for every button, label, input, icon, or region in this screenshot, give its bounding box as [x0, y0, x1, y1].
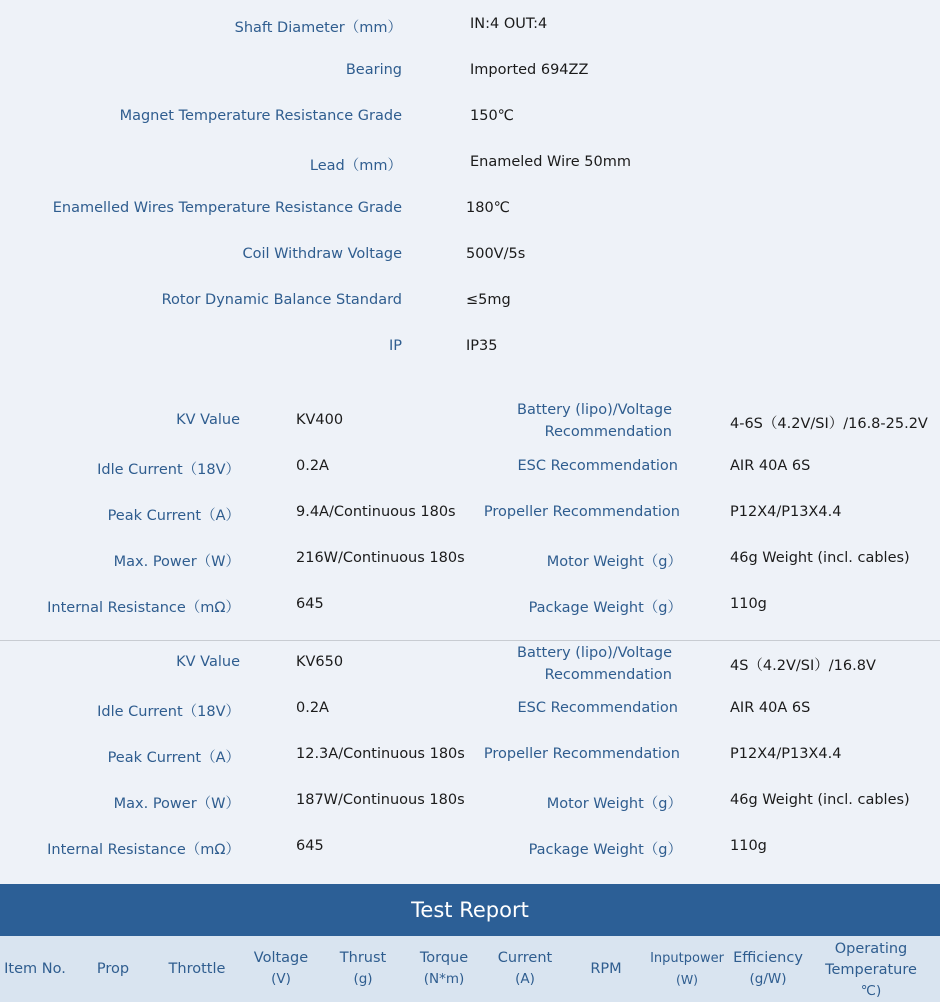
- column-name: Item No.: [4, 960, 66, 977]
- spec-value: Imported 694ZZ: [470, 62, 589, 78]
- spec-row-coil-voltage: [0, 236, 940, 276]
- column-name: Throttle: [168, 960, 226, 977]
- spec-label: Enamelled Wires Temperature Resistance Grade: [52, 200, 402, 216]
- spec-row-rotor-balance: [0, 282, 940, 322]
- column-unit: ℃): [860, 983, 882, 999]
- spec-block-row: [0, 687, 940, 733]
- spec-label: Shaft Diameter（mm）: [234, 20, 402, 36]
- spec-label: Package Weight（g）: [528, 600, 682, 616]
- spec-block-row: [0, 641, 940, 687]
- spec-label: Max. Power（W）: [113, 796, 240, 812]
- spec-label: Peak Current（A）: [107, 750, 240, 766]
- column-header-efficiency: [730, 936, 806, 1002]
- spec-label: Bearing: [345, 62, 402, 78]
- column-header-prop: [78, 936, 148, 1002]
- spec-value: 645: [296, 596, 324, 612]
- spec-value: 46g Weight (incl. cables): [730, 550, 910, 566]
- spec-row-ip: [0, 328, 940, 368]
- spec-label: Peak Current（A）: [107, 508, 240, 524]
- spec-label: IP: [388, 338, 402, 354]
- spec-row-magnet-temp: [0, 98, 940, 138]
- spec-label: Max. Power（W）: [113, 554, 240, 570]
- spec-block-row: [0, 582, 940, 628]
- spec-value: KV400: [296, 412, 344, 428]
- spec-label: Motor Weight（g）: [546, 554, 682, 570]
- spec-value: 9.4A/Continuous 180s: [296, 504, 456, 520]
- spec-row-wire-temp: [0, 190, 940, 230]
- spec-block-row: [0, 536, 940, 582]
- column-header-inputpower: [646, 936, 728, 1002]
- spec-value: 216W/Continuous 180s: [296, 550, 465, 566]
- spec-label: Propeller Recommendation: [483, 504, 680, 520]
- spec-value: P12X4/P13X4.4: [730, 746, 842, 762]
- spec-label: KV Value: [176, 654, 240, 670]
- spec-value: 187W/Continuous 180s: [296, 792, 465, 808]
- column-name: Efficiency: [733, 950, 803, 966]
- spec-value: 4S（4.2V/SI）/16.8V: [730, 658, 876, 674]
- column-unit: (W): [675, 972, 699, 987]
- spec-value: 12.3A/Continuous 180s: [296, 746, 465, 762]
- column-unit: (g): [353, 971, 373, 987]
- column-unit: (N*m): [423, 971, 465, 987]
- column-unit: (V): [271, 971, 291, 987]
- column-name: Thrust: [339, 950, 387, 966]
- spec-value: ≤5mg: [466, 292, 511, 308]
- spec-value: 110g: [730, 596, 767, 612]
- spec-block-row: [0, 825, 940, 871]
- spec-block-row: [0, 398, 940, 444]
- spec-value: 500V/5s: [466, 246, 526, 262]
- spec-value: 46g Weight (incl. cables): [730, 792, 910, 808]
- test-report-table-header: [0, 936, 940, 1002]
- test-report-title-bar: [0, 884, 940, 936]
- spec-row-bearing: [0, 52, 940, 92]
- column-name: RPM: [590, 960, 622, 977]
- spec-label: ESC Recommendation: [517, 458, 678, 474]
- column-name: Voltage: [253, 950, 309, 966]
- spec-label: Internal Resistance（mΩ）: [47, 600, 240, 616]
- column-header-operating-temperature: [818, 936, 924, 1002]
- spec-value: AIR 40A 6S: [730, 700, 811, 716]
- column-header-current: [490, 936, 560, 1002]
- spec-value: AIR 40A 6S: [730, 458, 811, 474]
- spec-block-row: [0, 733, 940, 779]
- spec-label: Idle Current（18V）: [97, 462, 240, 478]
- spec-row-lead: [0, 144, 940, 184]
- spec-label: KV Value: [176, 412, 240, 428]
- spec-value: IN:4 OUT:4: [470, 16, 548, 32]
- spec-block-row: [0, 779, 940, 825]
- spec-value: P12X4/P13X4.4: [730, 504, 842, 520]
- column-header-throttle: [160, 936, 234, 1002]
- spec-value: 180℃: [466, 200, 510, 216]
- column-header-rpm: [572, 936, 640, 1002]
- spec-label: Package Weight（g）: [528, 842, 682, 858]
- column-name: Inputpower: [650, 951, 724, 966]
- column-header-thrust: [328, 936, 398, 1002]
- column-unit: (g/W): [749, 971, 787, 987]
- spec-label: ESC Recommendation: [517, 700, 678, 716]
- spec-value: 4-6S（4.2V/SI）/16.8-25.2V: [730, 416, 928, 432]
- spec-block-row: [0, 490, 940, 536]
- column-header-torque: [408, 936, 480, 1002]
- column-unit: (A): [515, 971, 535, 987]
- column-name: Operating Temperature: [825, 941, 917, 978]
- spec-block-row: [0, 444, 940, 490]
- spec-value: 0.2A: [296, 458, 329, 474]
- column-name: Torque: [419, 950, 469, 966]
- spec-label: Propeller Recommendation: [483, 746, 680, 762]
- spec-value: 0.2A: [296, 700, 329, 716]
- spec-value: Enameled Wire 50mm: [470, 154, 631, 170]
- spec-label: Idle Current（18V）: [97, 704, 240, 720]
- spec-label: Internal Resistance（mΩ）: [47, 842, 240, 858]
- spec-value: IP35: [466, 338, 498, 354]
- column-name: Current: [497, 950, 553, 966]
- spec-label: Rotor Dynamic Balance Standard: [161, 292, 402, 308]
- test-report-title: Test Report: [411, 898, 529, 922]
- spec-label: Lead（mm）: [309, 158, 402, 174]
- spec-value: KV650: [296, 654, 344, 670]
- column-header-voltage: [246, 936, 316, 1002]
- spec-label: Magnet Temperature Resistance Grade: [119, 108, 402, 124]
- spec-label: Battery (lipo)/Voltage Recommendation: [517, 645, 672, 683]
- spec-row-shaft-diameter: [0, 6, 940, 46]
- spec-label: Coil Withdraw Voltage: [242, 246, 402, 262]
- column-name: Prop: [96, 960, 130, 977]
- column-header-item-no: [0, 936, 70, 1002]
- spec-value: 645: [296, 838, 324, 854]
- spec-label: Battery (lipo)/Voltage Recommendation: [517, 402, 672, 440]
- spec-value: 110g: [730, 838, 767, 854]
- spec-value: 150℃: [470, 108, 514, 124]
- spec-label: Motor Weight（g）: [546, 796, 682, 812]
